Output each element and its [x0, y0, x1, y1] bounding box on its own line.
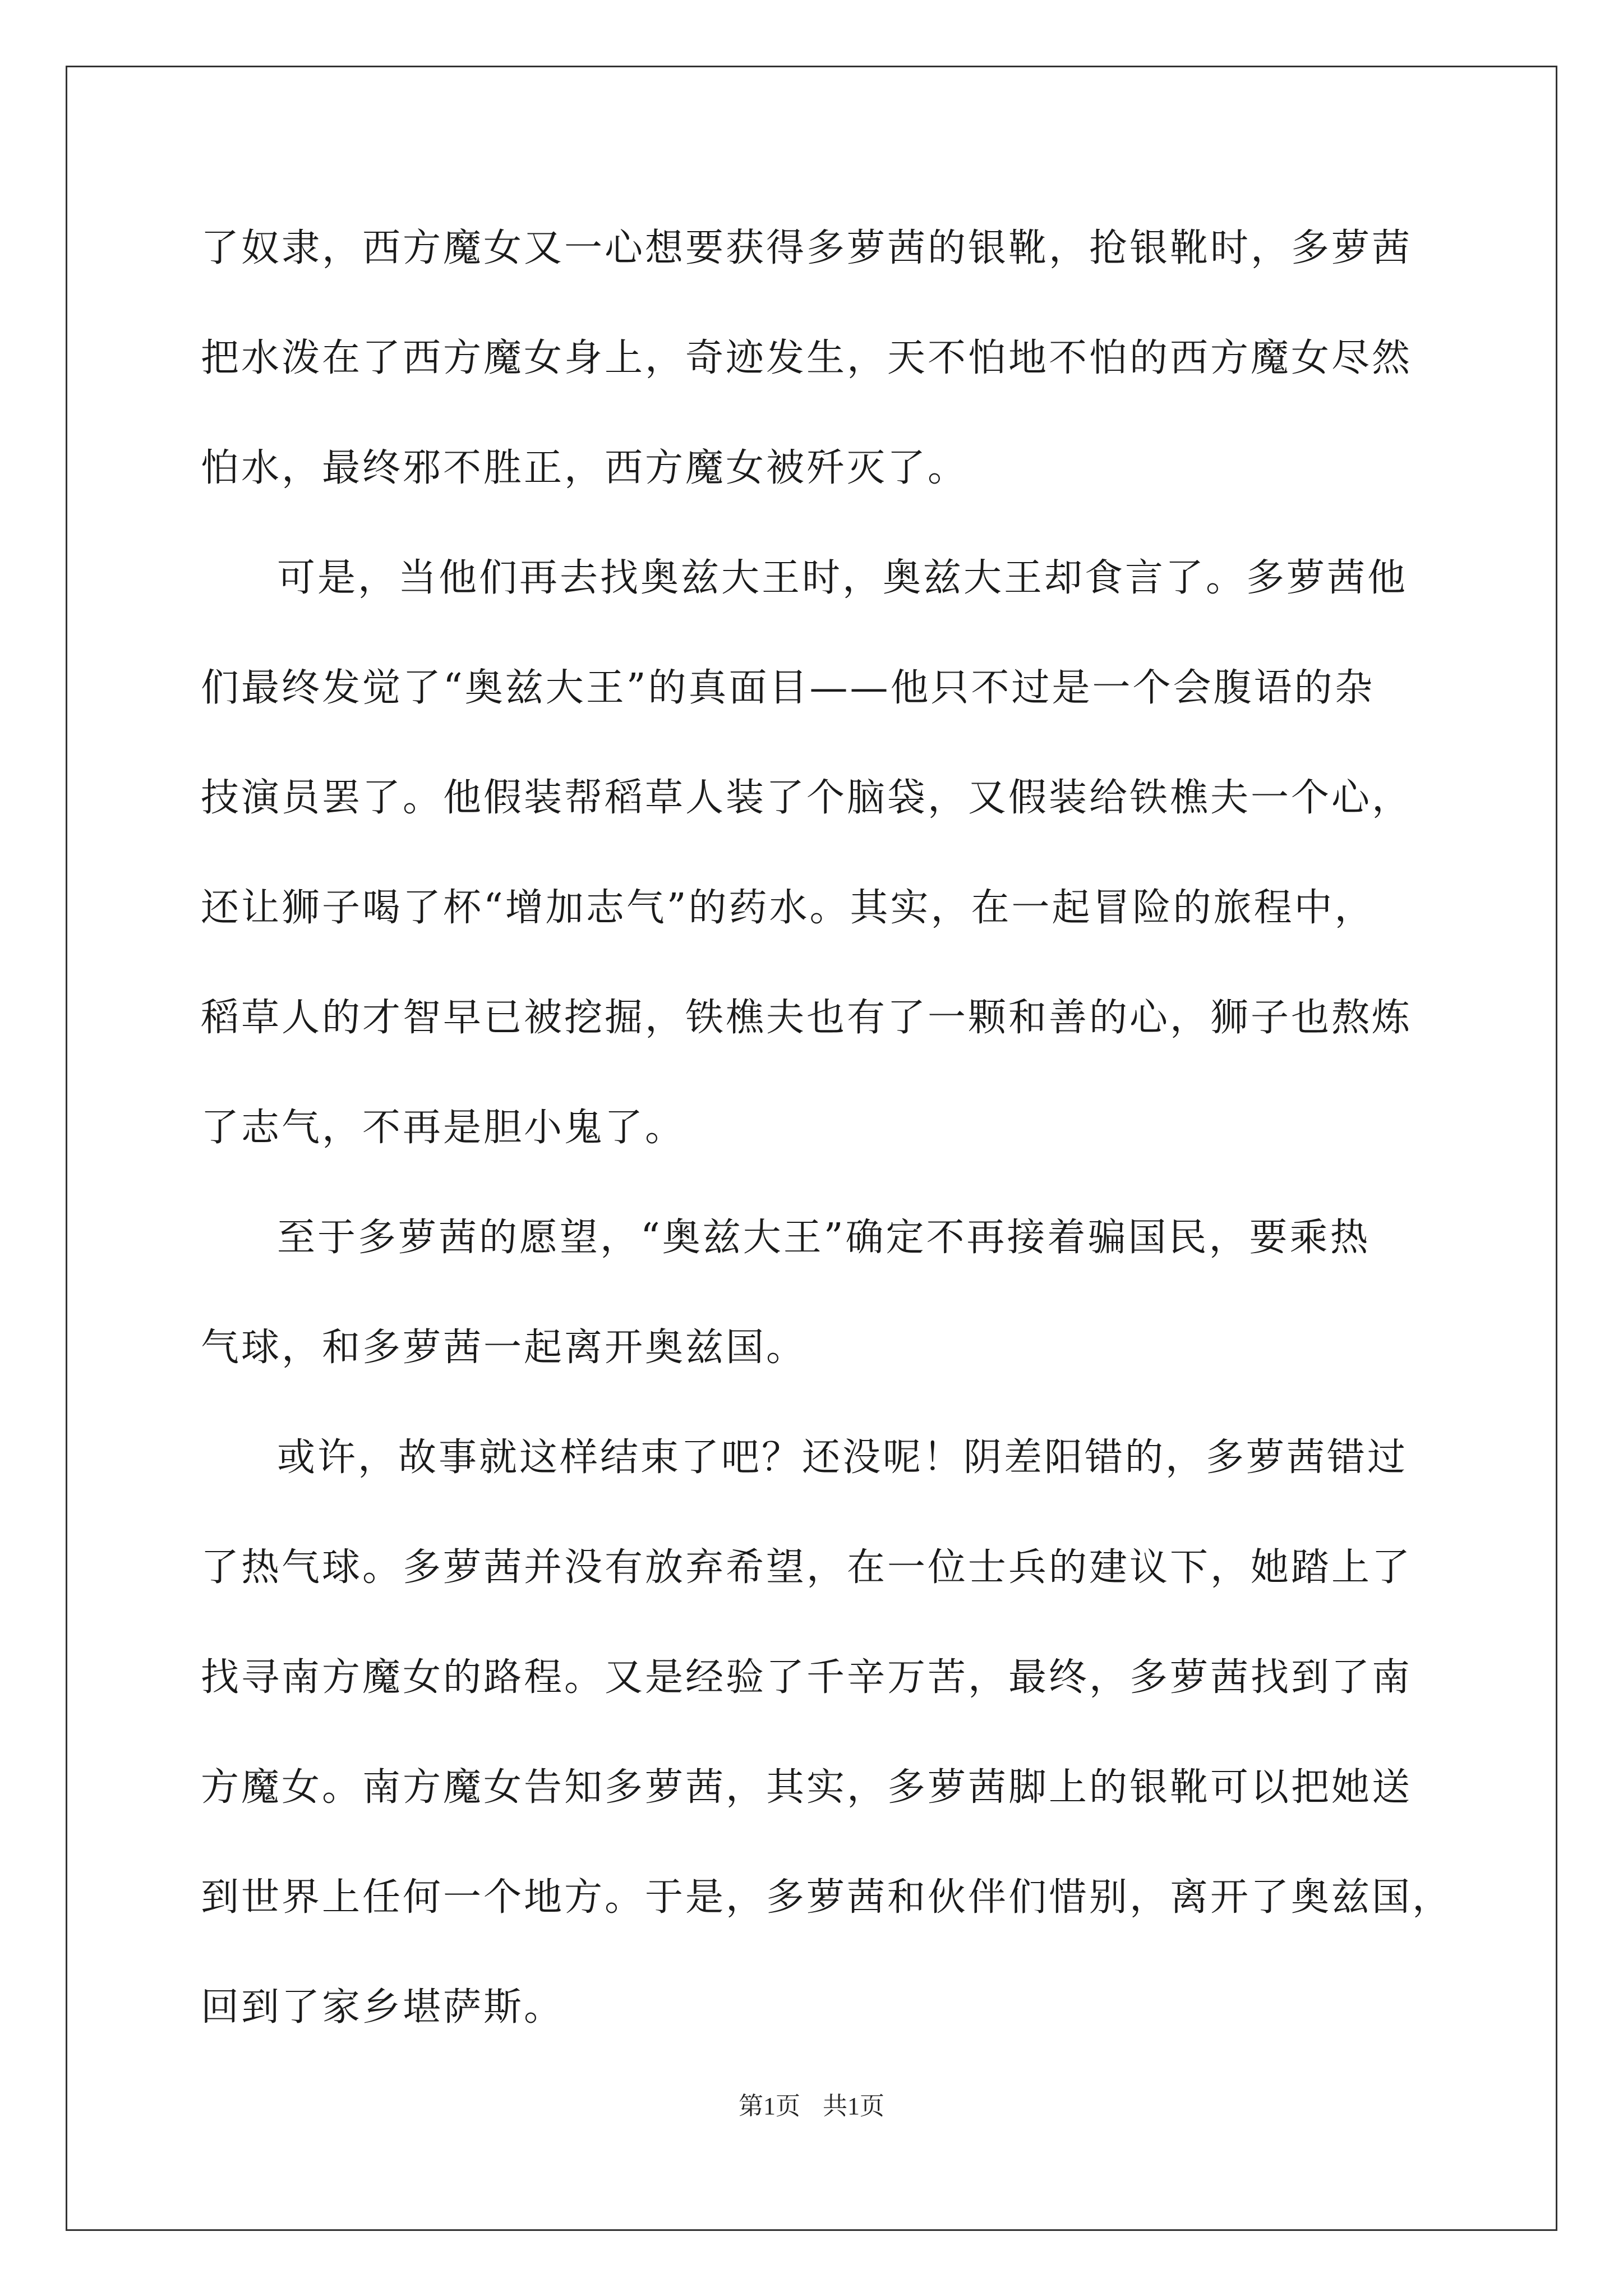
text-line: 们最终发觉了“奥兹大王”的真面目——他只不过是一个会腹语的杂	[201, 666, 1375, 710]
text-line: 气球，和多萝茜一起离开奥兹国。	[201, 1326, 807, 1370]
paragraph-start-line: 至于多萝茜的愿望，“奥兹大王”确定不再接着骗国民，要乘热	[277, 1216, 1371, 1260]
text-line: 怕水，最终邪不胜正，西方魔女被歼灭了。	[201, 446, 969, 490]
text-line: 到世界上任何一个地方。于是，多萝茜和伙伴们惜别，离开了奥兹国，	[201, 1875, 1453, 1920]
paragraph-start-line: 可是，当他们再去找奥兹大王时，奥兹大王却食言了。多萝茜他	[277, 556, 1408, 600]
text-line: 方魔女。南方魔女告知多萝茜，其实，多萝茜脚上的银靴可以把她送	[201, 1765, 1413, 1810]
text-line: 了奴隶，西方魔女又一心想要获得多萝茜的银靴，抢银靴时，多萝茜	[201, 226, 1413, 270]
text-line: 把水泼在了西方魔女身上，奇迹发生，天不怕地不怕的西方魔女尽然	[201, 336, 1413, 380]
paragraph-start-line: 或许，故事就这样结束了吧？还没呢！阴差阳错的，多萝茜错过	[277, 1435, 1408, 1480]
page-total: 共1页	[823, 2092, 884, 2120]
text-line: 找寻南方魔女的路程。又是经验了千辛万苦，最终，多萝茜找到了南	[201, 1655, 1413, 1700]
text-line: 技演员罢了。他假装帮稻草人装了个脑袋，又假装给铁樵夫一个心，	[201, 776, 1413, 820]
text-line: 回到了家乡堪萨斯。	[201, 1985, 565, 2030]
text-line: 稻草人的才智早已被挖掘，铁樵夫也有了一颗和善的心，狮子也熬炼	[201, 996, 1413, 1040]
page-footer	[0, 2090, 1623, 2123]
text-line: 还让狮子喝了杯“增加志气”的药水。其实，在一起冒险的旅程中，	[201, 886, 1375, 930]
page-number: 第1页	[739, 2092, 800, 2120]
text-line: 了志气，不再是胆小鬼了。	[201, 1106, 686, 1150]
text-line: 了热气球。多萝茜并没有放弃希望，在一位士兵的建议下，她踏上了	[201, 1545, 1413, 1590]
